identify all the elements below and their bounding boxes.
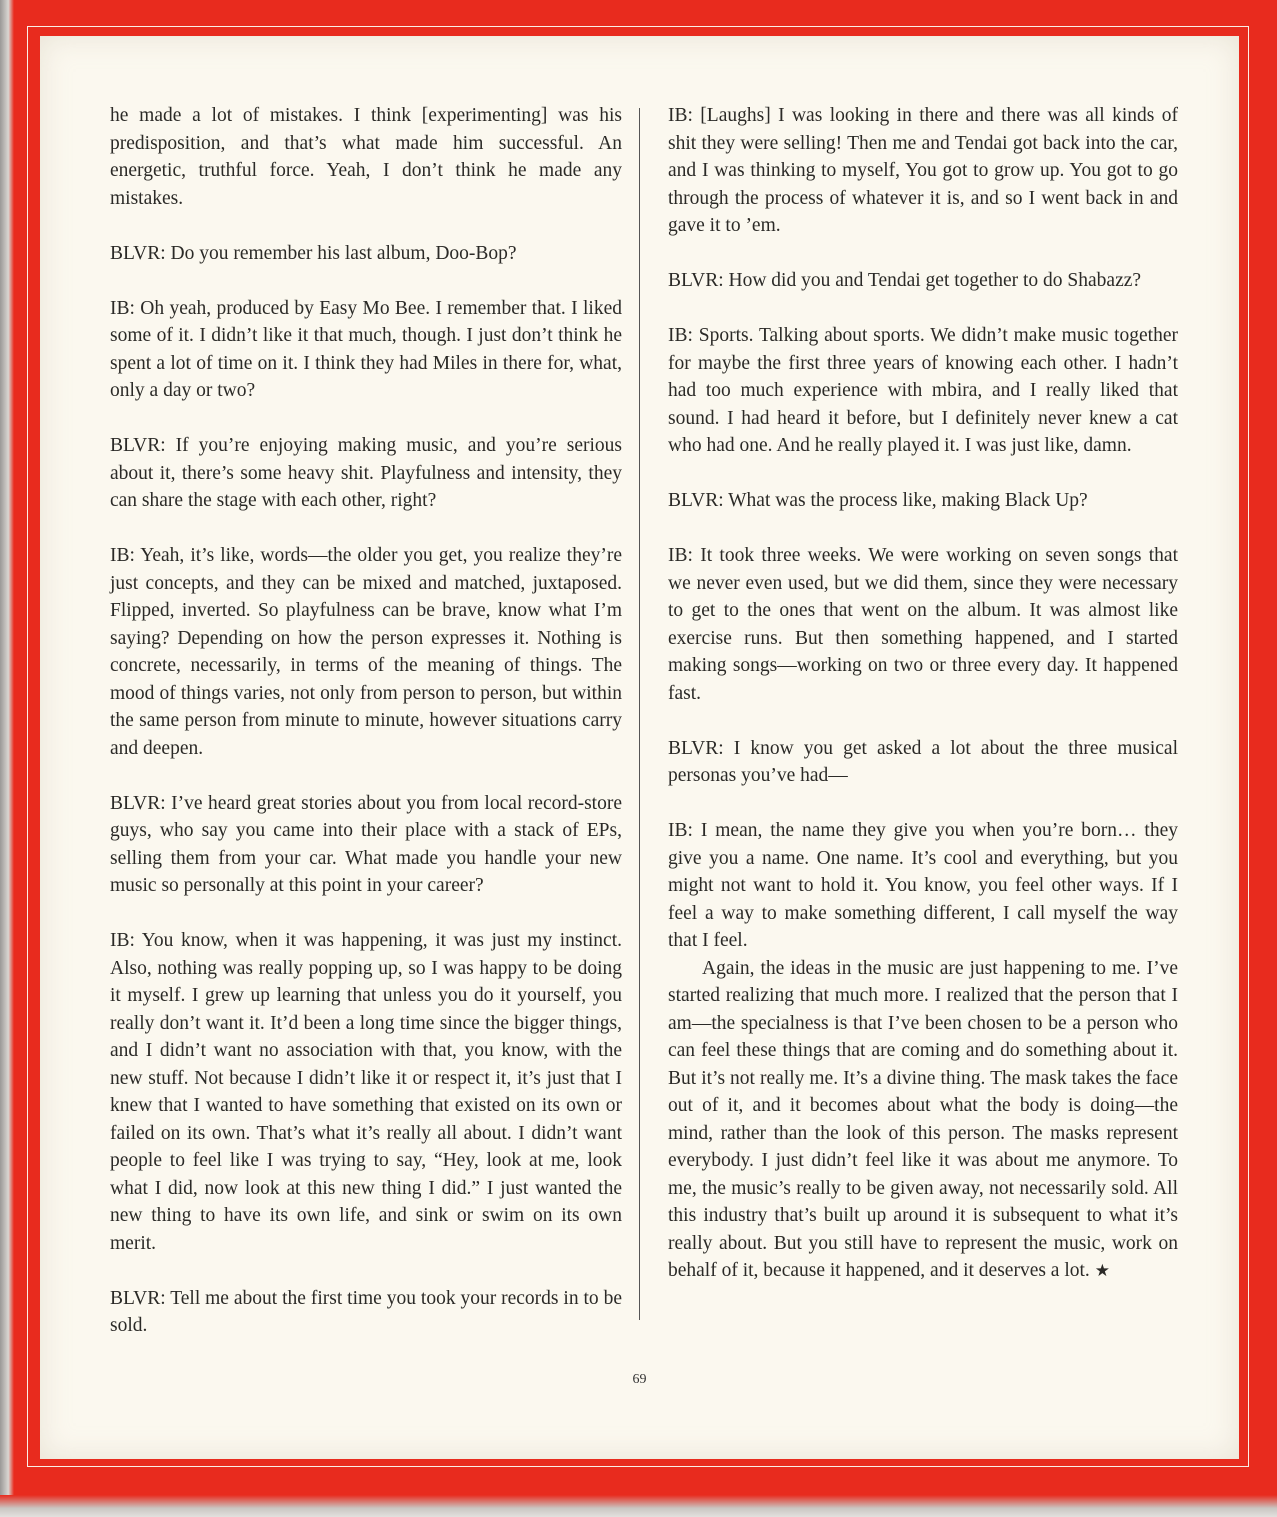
answer: IB: Yeah, it’s like, words—the older you get, you realize they’re just concepts, and they can be mixed and matched, juxtaposed. Flipped, inverted. So playfulness can be brave, know what I’m saying? Depending on how the person expresses it. Nothing is concrete, necessarily, in terms of the meaning of things. The mood of things varies, not only from person to person, but within the same person from minute to minute, however situations carry and deepen.: [110, 545, 622, 759]
question: BLVR: Do you remember his last album, Doo-Bop?: [110, 242, 517, 264]
column-divider: [639, 108, 640, 1320]
question: BLVR: What was the process like, making Black Up?: [668, 490, 1088, 511]
question: BLVR: How did you and Tendai get together to do Shabazz?: [668, 270, 1142, 291]
scan-edge-bottom: [0, 1495, 1277, 1517]
answer: IB: Oh yeah, produced by Easy Mo Bee. I remember that. I liked some of it. I didn’t like it that much, though. I just don’t think he spent a lot of time on it. I think they had Miles in there for, what, only a day or two?: [110, 297, 622, 401]
answer: IB: [Laughs] I was looking in there and there was all kinds of shit they were selling! Then me and Tendai got back into the car, and I was thinking to myself, You got to grow up. You got to go through the process of whatever it is, and so I went back in and gave it to ’em.: [668, 105, 1178, 236]
question: BLVR: Tell me about the first time you took your records in to be sold.: [110, 1287, 622, 1336]
answer: IB: I mean, the name they give you when you’re born… they give you a name. One name. It’s cool and everything, but you might not want to hold it. You know, you feel other ways. If I feel a way to make something different, I call myself the way that I feel.: [668, 820, 1178, 951]
answer: IB: Sports. Talking about sports. We didn’t make music together for maybe the first three years of knowing each other. I hadn’t had too much experience with mbira, and I really liked that sound. I had heard it before, but I definitely never knew a cat who had one. And he really played it. I was just like, damn.: [668, 325, 1178, 456]
answer-continued-text: Again, the ideas in the music are just happening to me. I’ve started realizing that much more. I realized that the person that I am—the specialness is that I’ve been chosen to be a person who can feel these things that are coming and do something about it. But it’s not really me. It’s a divine thing. The mask takes the face out of it, and it becomes about what the body is doing—the mind, rather than the look of this person. The masks represent everybody. I just didn’t feel like it was about me anymore. To me, the music’s really to be given away, not necessarily sold. All this industry that’s built up around it is subsequent to what it’s really about. But you still have to represent the music, work on behalf of it, because it happened, and it deserves a lot.: [668, 957, 1178, 1281]
answer: IB: You know, when it was happening, it was just my instinct. Also, nothing was really popping up, so I was happy to be doing it myself. I grew up learning that unless you do it yourself, you really don’t want it. It’d been a long time since the bigger things, and I didn’t want no association with that, you know, with the new stuff. Not because I didn’t like it or respect it, it’s just that I knew that I wanted to have something that existed on its own or failed on its own. That’s what it’s really all about. I didn’t want people to feel like I was trying to say, “Hey, look at me, look what I did, now look at this new thing I did.” I just wanted the new thing to have its own life, and sink or swim on its own merit.: [110, 930, 622, 1254]
page-number: 69: [632, 1372, 647, 1387]
left-column: [110, 102, 622, 1367]
scan-edge-left: [0, 0, 14, 1517]
right-column: [668, 102, 1178, 1312]
paragraph: he made a lot of mistakes. I think [experimenting] was his predisposition, and that’s what made him successful. An energetic, truthful force. Yeah, I don’t think he made any mistakes.: [110, 105, 622, 209]
answer: IB: It took three weeks. We were working on seven songs that we never even used, but we did them, since they were necessary to get to the ones that went on the album. It was almost like exercise runs. But then something happened, and I started making songs—working on two or three every day. It happened fast.: [668, 545, 1178, 704]
question: BLVR: I know you get asked a lot about the three musical personas you’ve had—: [668, 737, 1178, 786]
question: BLVR: If you’re enjoying making music, and you’re serious about it, there’s some heavy shit. Playfulness and intensity, they can share the stage with each other, right?: [110, 435, 622, 511]
magazine-page: [40, 36, 1239, 1459]
end-star-icon: ★: [1094, 1261, 1110, 1280]
question: BLVR: I’ve heard great stories about you from local record-store guys, who say you came into their place with a stack of EPs, selling them from your car. What made you handle your new music so personally at this point in your career?: [110, 792, 622, 896]
answer-continued: [668, 955, 1178, 1285]
